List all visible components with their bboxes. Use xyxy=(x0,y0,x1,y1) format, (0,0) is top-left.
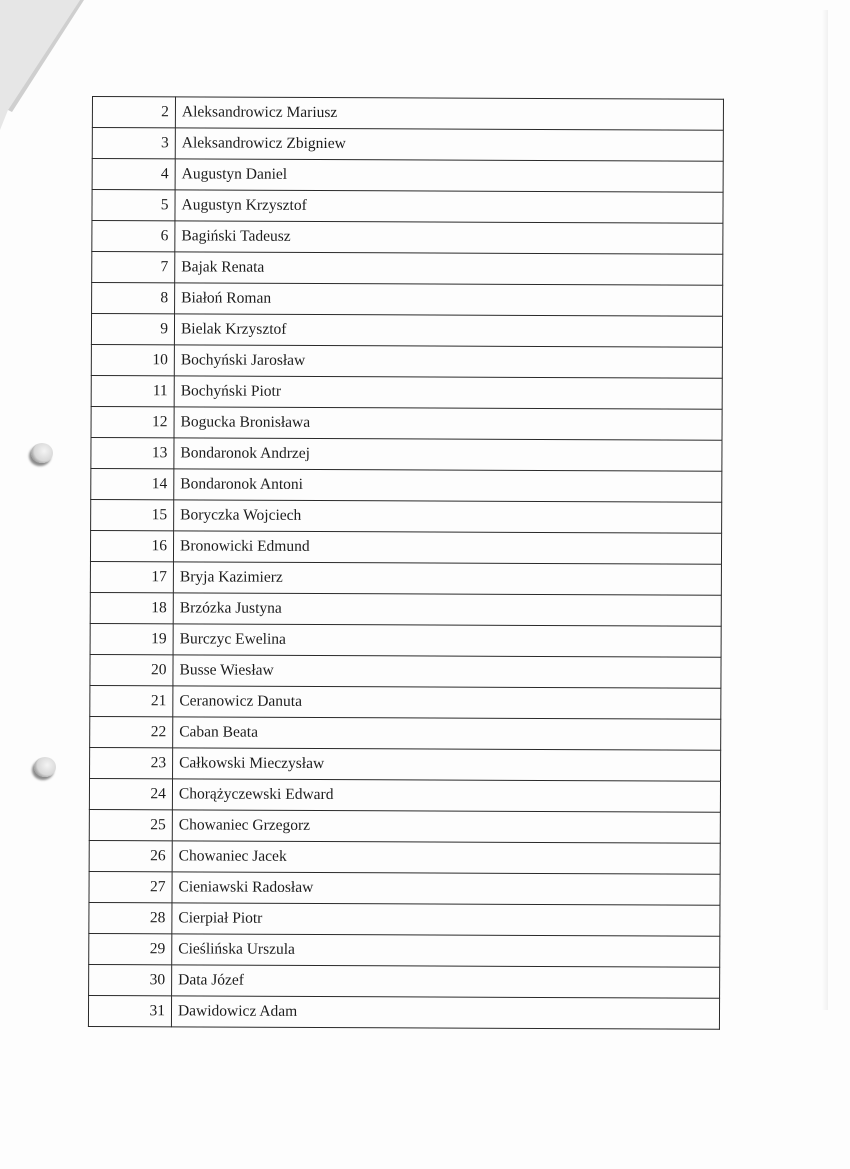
punch-hole xyxy=(34,757,56,777)
person-name: Bochyński Piotr xyxy=(174,376,722,409)
table-row xyxy=(91,406,722,440)
row-number: 9 xyxy=(91,314,174,345)
name-register-table xyxy=(88,96,724,1030)
person-name: Bondaronok Antoni xyxy=(174,469,722,502)
row-number: 10 xyxy=(91,344,174,375)
person-name: Augustyn Daniel xyxy=(175,159,723,192)
table-body xyxy=(88,97,723,1030)
person-name: Bagiński Tadeusz xyxy=(175,221,723,254)
person-name: Całkowski Mieczysław xyxy=(173,748,721,781)
person-name: Bajak Renata xyxy=(175,252,723,285)
person-name: Brzózka Justyna xyxy=(173,593,721,626)
row-number: 20 xyxy=(90,654,173,685)
table-row xyxy=(89,778,720,812)
table-row xyxy=(89,871,720,905)
table-row xyxy=(90,592,721,626)
punch-hole xyxy=(31,443,53,463)
table-row xyxy=(92,159,723,193)
person-name: Data Józef xyxy=(172,965,720,998)
person-name: Chowaniec Jacek xyxy=(172,841,720,874)
table-row xyxy=(92,221,723,255)
person-name: Busse Wiesław xyxy=(173,655,721,688)
person-name: Burczyc Ewelina xyxy=(173,624,721,657)
table-row xyxy=(91,314,722,348)
row-number: 4 xyxy=(92,159,175,190)
row-number: 28 xyxy=(89,902,172,933)
table-row xyxy=(89,902,720,936)
table-row xyxy=(92,252,723,286)
row-number: 23 xyxy=(90,747,173,778)
row-number: 24 xyxy=(89,778,172,809)
table-row xyxy=(92,190,723,224)
person-name: Chowaniec Grzegorz xyxy=(172,810,720,843)
row-number: 25 xyxy=(89,809,172,840)
row-number: 15 xyxy=(91,499,174,530)
row-number: 16 xyxy=(90,530,173,561)
person-name: Cieślińska Urszula xyxy=(172,934,720,967)
person-name: Bielak Krzysztof xyxy=(174,314,722,347)
row-number: 30 xyxy=(89,964,172,995)
table-row xyxy=(90,623,721,657)
row-number: 12 xyxy=(91,406,174,437)
table-row xyxy=(89,840,720,874)
table-row xyxy=(90,654,721,688)
table-row xyxy=(92,283,723,317)
row-number: 13 xyxy=(91,437,174,468)
row-number: 27 xyxy=(89,871,172,902)
table-row xyxy=(91,499,722,533)
person-name: Dawidowicz Adam xyxy=(171,996,719,1029)
person-name: Caban Beata xyxy=(173,717,721,750)
table-row xyxy=(90,561,721,595)
row-number: 29 xyxy=(89,933,172,964)
table-row xyxy=(91,375,722,409)
row-number: 8 xyxy=(92,283,175,314)
table-row xyxy=(92,128,723,162)
person-name: Bondaronok Andrzej xyxy=(174,438,722,471)
person-name: Ceranowicz Danuta xyxy=(173,686,721,719)
row-number: 19 xyxy=(90,623,173,654)
folded-corner xyxy=(0,0,90,130)
table-row xyxy=(90,530,721,564)
person-name: Boryczka Wojciech xyxy=(174,500,722,533)
table-row xyxy=(91,468,722,502)
row-number: 6 xyxy=(92,221,175,252)
table-row xyxy=(89,809,720,843)
row-number: 17 xyxy=(90,561,173,592)
table-row xyxy=(88,995,719,1029)
table-row xyxy=(92,97,723,131)
row-number: 3 xyxy=(92,128,175,159)
row-number: 21 xyxy=(90,685,173,716)
row-number: 31 xyxy=(88,995,171,1026)
table-row xyxy=(91,437,722,471)
table-row xyxy=(90,747,721,781)
person-name: Cierpiał Piotr xyxy=(172,903,720,936)
row-number: 7 xyxy=(92,252,175,283)
person-name: Białoń Roman xyxy=(175,283,723,316)
row-number: 18 xyxy=(90,592,173,623)
person-name: Bronowicki Edmund xyxy=(173,531,721,564)
row-number: 14 xyxy=(91,468,174,499)
row-number: 26 xyxy=(89,840,172,871)
person-name: Aleksandrowicz Mariusz xyxy=(175,97,723,130)
person-name: Bochyński Jarosław xyxy=(174,345,722,378)
person-name: Cieniawski Radosław xyxy=(172,872,720,905)
row-number: 2 xyxy=(92,97,175,128)
table-row xyxy=(90,685,721,719)
row-number: 11 xyxy=(91,375,174,406)
row-number: 5 xyxy=(92,190,175,221)
table-row xyxy=(90,716,721,750)
person-name: Aleksandrowicz Zbigniew xyxy=(175,128,723,161)
table-row xyxy=(89,964,720,998)
table-row xyxy=(91,344,722,378)
person-name: Bogucka Bronisława xyxy=(174,407,722,440)
person-name: Augustyn Krzysztof xyxy=(175,190,723,223)
person-name: Bryja Kazimierz xyxy=(173,562,721,595)
person-name: Chorążyczewski Edward xyxy=(172,779,720,812)
table-row xyxy=(89,933,720,967)
row-number: 22 xyxy=(90,716,173,747)
scan-edge-shadow xyxy=(822,10,828,1010)
